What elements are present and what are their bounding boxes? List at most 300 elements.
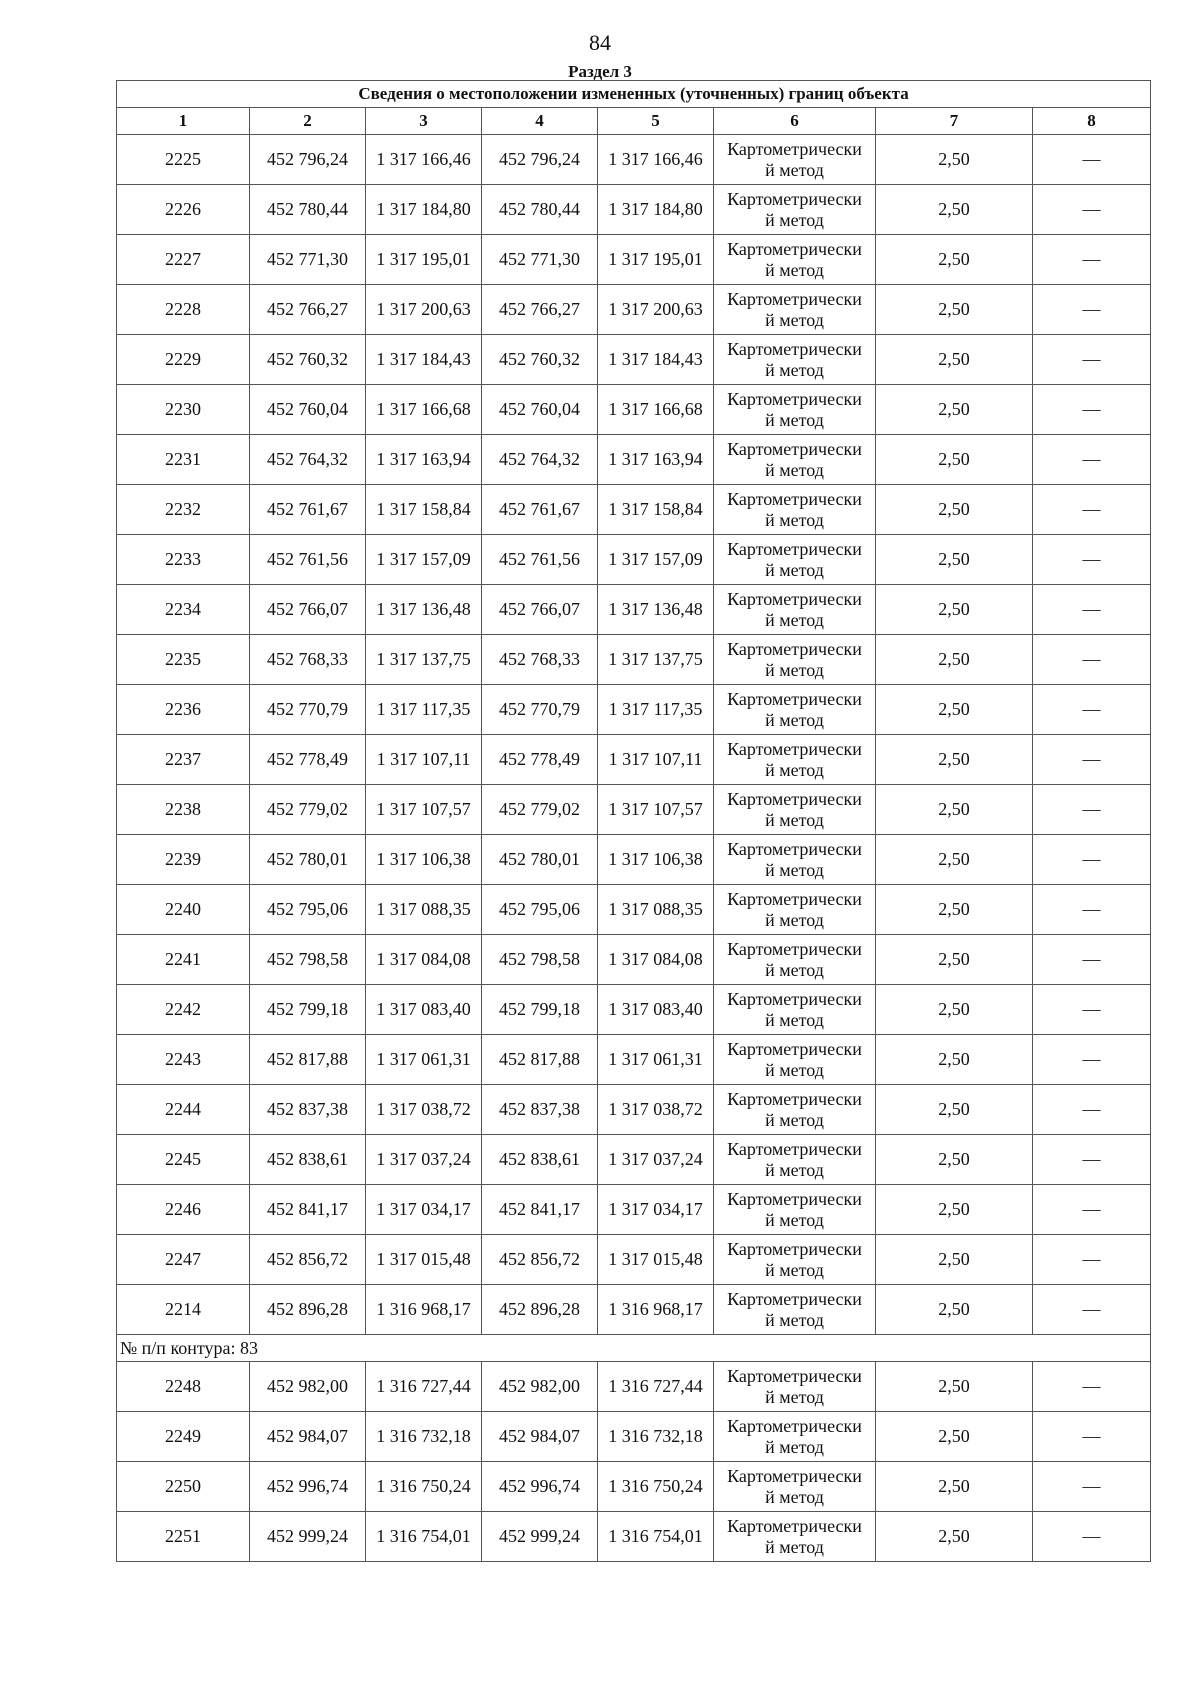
method-cell: [714, 735, 876, 785]
accuracy-cell: 2,50: [876, 585, 1033, 635]
method-cell: [714, 635, 876, 685]
description-cell: —: [1033, 1235, 1151, 1285]
accuracy-cell: 2,50: [876, 385, 1033, 435]
point-number-cell: 2245: [117, 1135, 250, 1185]
x-coordinate-cell: 452 795,06: [250, 885, 366, 935]
x-coordinate-cell: 452 780,01: [250, 835, 366, 885]
x-coordinate-cell: 452 766,07: [482, 585, 598, 635]
accuracy-cell: 2,50: [876, 985, 1033, 1035]
method-text-line: й метод: [765, 259, 824, 280]
table-row: [117, 1235, 1151, 1285]
accuracy-cell: 2,50: [876, 1035, 1033, 1085]
table-row: [117, 985, 1151, 1035]
x-coordinate-cell: 452 766,27: [250, 285, 366, 335]
method-text-line: й метод: [765, 309, 824, 330]
description-cell: —: [1033, 1185, 1151, 1235]
x-coordinate-cell: 452 896,28: [250, 1285, 366, 1335]
x-coordinate-cell: 452 761,67: [250, 485, 366, 535]
x-coordinate-cell: 452 996,74: [250, 1462, 366, 1512]
method-cell: [714, 1285, 876, 1335]
description-cell: —: [1033, 785, 1151, 835]
description-cell: —: [1033, 735, 1151, 785]
point-number-cell: 2234: [117, 585, 250, 635]
method-text-line: Картометрически: [727, 488, 862, 509]
x-coordinate-cell: 452 838,61: [482, 1135, 598, 1185]
method-text-line: й метод: [765, 1009, 824, 1030]
y-coordinate-cell: 1 317 166,68: [366, 385, 482, 435]
x-coordinate-cell: 452 796,24: [250, 135, 366, 185]
y-coordinate-cell: 1 317 088,35: [366, 885, 482, 935]
method-text-line: й метод: [765, 559, 824, 580]
method-text-line: Картометрически: [727, 1188, 862, 1209]
accuracy-cell: 2,50: [876, 235, 1033, 285]
point-number-cell: 2239: [117, 835, 250, 885]
method-text-line: й метод: [765, 709, 824, 730]
accuracy-cell: 2,50: [876, 1412, 1033, 1462]
method-text-line: Картометрически: [727, 1365, 862, 1386]
x-coordinate-cell: 452 761,56: [250, 535, 366, 585]
method-text-line: й метод: [765, 209, 824, 230]
accuracy-cell: 2,50: [876, 685, 1033, 735]
description-cell: —: [1033, 835, 1151, 885]
method-cell: [714, 935, 876, 985]
y-coordinate-cell: 1 317 157,09: [366, 535, 482, 585]
method-text-line: й метод: [765, 1109, 824, 1130]
x-coordinate-cell: 452 761,67: [482, 485, 598, 535]
method-cell: [714, 1035, 876, 1085]
y-coordinate-cell: 1 317 157,09: [598, 535, 714, 585]
method-cell: [714, 235, 876, 285]
table-row: [117, 635, 1151, 685]
accuracy-cell: 2,50: [876, 1362, 1033, 1412]
y-coordinate-cell: 1 317 184,80: [598, 185, 714, 235]
description-cell: —: [1033, 1512, 1151, 1562]
y-coordinate-cell: 1 317 136,48: [366, 585, 482, 635]
method-text-line: й метод: [765, 1309, 824, 1330]
x-coordinate-cell: 452 896,28: [482, 1285, 598, 1335]
method-text-line: й метод: [765, 1386, 824, 1407]
x-coordinate-cell: 452 778,49: [250, 735, 366, 785]
y-coordinate-cell: 1 317 184,43: [598, 335, 714, 385]
x-coordinate-cell: 452 780,44: [250, 185, 366, 235]
method-cell: [714, 685, 876, 735]
accuracy-cell: 2,50: [876, 1085, 1033, 1135]
point-number-cell: 2237: [117, 735, 250, 785]
table-row: [117, 285, 1151, 335]
x-coordinate-cell: 452 779,02: [250, 785, 366, 835]
method-text-line: Картометрически: [727, 838, 862, 859]
x-coordinate-cell: 452 780,44: [482, 185, 598, 235]
point-number-cell: 2225: [117, 135, 250, 185]
y-coordinate-cell: 1 316 750,24: [366, 1462, 482, 1512]
table-row: [117, 1412, 1151, 1462]
point-number-cell: 2227: [117, 235, 250, 285]
point-number-cell: 2235: [117, 635, 250, 685]
point-number-cell: 2231: [117, 435, 250, 485]
x-coordinate-cell: 452 760,04: [482, 385, 598, 435]
accuracy-cell: 2,50: [876, 735, 1033, 785]
method-text-line: Картометрически: [727, 188, 862, 209]
y-coordinate-cell: 1 316 754,01: [598, 1512, 714, 1562]
table-row: [117, 435, 1151, 485]
y-coordinate-cell: 1 317 083,40: [366, 985, 482, 1035]
method-cell: [714, 585, 876, 635]
x-coordinate-cell: 452 817,88: [250, 1035, 366, 1085]
accuracy-cell: 2,50: [876, 1235, 1033, 1285]
x-coordinate-cell: 452 760,32: [250, 335, 366, 385]
method-cell: [714, 1235, 876, 1285]
y-coordinate-cell: 1 316 732,18: [366, 1412, 482, 1462]
y-coordinate-cell: 1 317 088,35: [598, 885, 714, 935]
method-text-line: й метод: [765, 409, 824, 430]
column-number: 6: [714, 108, 876, 135]
x-coordinate-cell: 452 837,38: [250, 1085, 366, 1135]
method-cell: [714, 535, 876, 585]
y-coordinate-cell: 1 316 732,18: [598, 1412, 714, 1462]
x-coordinate-cell: 452 780,01: [482, 835, 598, 885]
table-row: [117, 785, 1151, 835]
method-cell: [714, 835, 876, 885]
method-text-line: й метод: [765, 1159, 824, 1180]
x-coordinate-cell: 452 999,24: [250, 1512, 366, 1562]
accuracy-cell: 2,50: [876, 335, 1033, 385]
method-cell: [714, 1512, 876, 1562]
accuracy-cell: 2,50: [876, 185, 1033, 235]
x-coordinate-cell: 452 982,00: [250, 1362, 366, 1412]
method-text-line: Картометрически: [727, 638, 862, 659]
method-text-line: Картометрически: [727, 288, 862, 309]
method-cell: [714, 985, 876, 1035]
x-coordinate-cell: 452 799,18: [482, 985, 598, 1035]
description-cell: —: [1033, 285, 1151, 335]
method-cell: [714, 285, 876, 335]
x-coordinate-cell: 452 771,30: [482, 235, 598, 285]
method-cell: [714, 385, 876, 435]
description-cell: —: [1033, 185, 1151, 235]
column-number: 7: [876, 108, 1033, 135]
description-cell: —: [1033, 635, 1151, 685]
description-cell: —: [1033, 1285, 1151, 1335]
table-row: [117, 885, 1151, 935]
y-coordinate-cell: 1 317 061,31: [598, 1035, 714, 1085]
x-coordinate-cell: 452 856,72: [250, 1235, 366, 1285]
y-coordinate-cell: 1 317 107,57: [366, 785, 482, 835]
method-text-line: Картометрически: [727, 1515, 862, 1536]
method-text-line: й метод: [765, 609, 824, 630]
accuracy-cell: 2,50: [876, 835, 1033, 885]
y-coordinate-cell: 1 317 166,68: [598, 385, 714, 435]
method-text-line: Картометрически: [727, 538, 862, 559]
method-cell: [714, 885, 876, 935]
description-cell: —: [1033, 1412, 1151, 1462]
y-coordinate-cell: 1 317 158,84: [366, 485, 482, 535]
method-cell: [714, 135, 876, 185]
point-number-cell: 2249: [117, 1412, 250, 1462]
x-coordinate-cell: 452 856,72: [482, 1235, 598, 1285]
point-number-cell: 2232: [117, 485, 250, 535]
method-text-line: й метод: [765, 1209, 824, 1230]
x-coordinate-cell: 452 999,24: [482, 1512, 598, 1562]
column-number: 2: [250, 108, 366, 135]
method-text-line: й метод: [765, 1436, 824, 1457]
method-text-line: Картометрически: [727, 738, 862, 759]
accuracy-cell: 2,50: [876, 935, 1033, 985]
y-coordinate-cell: 1 317 038,72: [598, 1085, 714, 1135]
description-cell: —: [1033, 885, 1151, 935]
description-cell: —: [1033, 985, 1151, 1035]
accuracy-cell: 2,50: [876, 1462, 1033, 1512]
table-row: [117, 835, 1151, 885]
method-text-line: й метод: [765, 1486, 824, 1507]
point-number-cell: 2230: [117, 385, 250, 435]
y-coordinate-cell: 1 317 137,75: [598, 635, 714, 685]
x-coordinate-cell: 452 770,79: [250, 685, 366, 735]
method-cell: [714, 335, 876, 385]
point-number-cell: 2250: [117, 1462, 250, 1512]
accuracy-cell: 2,50: [876, 435, 1033, 485]
point-number-cell: 2228: [117, 285, 250, 335]
description-cell: —: [1033, 935, 1151, 985]
section-title: Раздел 3: [568, 62, 632, 81]
x-coordinate-cell: 452 764,32: [250, 435, 366, 485]
point-number-cell: 2251: [117, 1512, 250, 1562]
x-coordinate-cell: 452 798,58: [250, 935, 366, 985]
method-text-line: й метод: [765, 1259, 824, 1280]
method-text-line: Картометрически: [727, 238, 862, 259]
column-number-row: [117, 108, 1151, 135]
method-text-line: Картометрически: [727, 1465, 862, 1486]
table-row: [117, 535, 1151, 585]
point-number-cell: 2248: [117, 1362, 250, 1412]
accuracy-cell: 2,50: [876, 785, 1033, 835]
point-number-cell: 2242: [117, 985, 250, 1035]
method-text-line: й метод: [765, 509, 824, 530]
point-number-cell: 2244: [117, 1085, 250, 1135]
table-row: [117, 585, 1151, 635]
x-coordinate-cell: 452 766,27: [482, 285, 598, 335]
table-row: [117, 1362, 1151, 1412]
point-number-cell: 2214: [117, 1285, 250, 1335]
description-cell: —: [1033, 385, 1151, 435]
x-coordinate-cell: 452 779,02: [482, 785, 598, 835]
accuracy-cell: 2,50: [876, 635, 1033, 685]
accuracy-cell: 2,50: [876, 1512, 1033, 1562]
y-coordinate-cell: 1 317 158,84: [598, 485, 714, 535]
method-cell: [714, 1185, 876, 1235]
x-coordinate-cell: 452 795,06: [482, 885, 598, 935]
column-number: 3: [366, 108, 482, 135]
description-cell: —: [1033, 235, 1151, 285]
method-text-line: Картометрически: [727, 138, 862, 159]
point-number-cell: 2241: [117, 935, 250, 985]
y-coordinate-cell: 1 317 117,35: [366, 685, 482, 735]
table-row: [117, 385, 1151, 435]
y-coordinate-cell: 1 317 015,48: [598, 1235, 714, 1285]
table-row: [117, 135, 1151, 185]
method-text-line: й метод: [765, 1536, 824, 1557]
description-cell: —: [1033, 685, 1151, 735]
x-coordinate-cell: 452 778,49: [482, 735, 598, 785]
table-row: [117, 685, 1151, 735]
method-text-line: Картометрически: [727, 1415, 862, 1436]
table-row: [117, 1085, 1151, 1135]
method-text-line: й метод: [765, 759, 824, 780]
description-cell: —: [1033, 1462, 1151, 1512]
point-number-cell: 2246: [117, 1185, 250, 1235]
table-row: [117, 1035, 1151, 1085]
description-cell: —: [1033, 585, 1151, 635]
y-coordinate-cell: 1 317 200,63: [598, 285, 714, 335]
table-row: [117, 1462, 1151, 1512]
accuracy-cell: 2,50: [876, 1135, 1033, 1185]
y-coordinate-cell: 1 317 117,35: [598, 685, 714, 735]
method-text-line: й метод: [765, 809, 824, 830]
method-text-line: Картометрически: [727, 1138, 862, 1159]
y-coordinate-cell: 1 317 195,01: [366, 235, 482, 285]
y-coordinate-cell: 1 317 084,08: [598, 935, 714, 985]
method-text-line: Картометрически: [727, 988, 862, 1009]
x-coordinate-cell: 452 817,88: [482, 1035, 598, 1085]
method-text-line: Картометрически: [727, 588, 862, 609]
description-cell: —: [1033, 1135, 1151, 1185]
y-coordinate-cell: 1 317 083,40: [598, 985, 714, 1035]
y-coordinate-cell: 1 317 163,94: [366, 435, 482, 485]
y-coordinate-cell: 1 317 195,01: [598, 235, 714, 285]
x-coordinate-cell: 452 996,74: [482, 1462, 598, 1512]
y-coordinate-cell: 1 316 754,01: [366, 1512, 482, 1562]
description-cell: —: [1033, 1362, 1151, 1412]
description-cell: —: [1033, 1035, 1151, 1085]
method-cell: [714, 1462, 876, 1512]
x-coordinate-cell: 452 796,24: [482, 135, 598, 185]
x-coordinate-cell: 452 798,58: [482, 935, 598, 985]
method-cell: [714, 1412, 876, 1462]
y-coordinate-cell: 1 316 750,24: [598, 1462, 714, 1512]
x-coordinate-cell: 452 799,18: [250, 985, 366, 1035]
x-coordinate-cell: 452 984,07: [250, 1412, 366, 1462]
table-row: [117, 335, 1151, 385]
method-text-line: й метод: [765, 909, 824, 930]
y-coordinate-cell: 1 317 200,63: [366, 285, 482, 335]
method-text-line: й метод: [765, 959, 824, 980]
column-number: 5: [598, 108, 714, 135]
y-coordinate-cell: 1 317 166,46: [598, 135, 714, 185]
method-text-line: Картометрически: [727, 438, 862, 459]
y-coordinate-cell: 1 317 107,11: [598, 735, 714, 785]
accuracy-cell: 2,50: [876, 485, 1033, 535]
point-number-cell: 2240: [117, 885, 250, 935]
description-cell: —: [1033, 485, 1151, 535]
method-text-line: Картометрически: [727, 1038, 862, 1059]
y-coordinate-cell: 1 317 166,46: [366, 135, 482, 185]
table-row: [117, 235, 1151, 285]
point-number-cell: 2229: [117, 335, 250, 385]
method-cell: [714, 435, 876, 485]
table-row: [117, 735, 1151, 785]
method-text-line: й метод: [765, 859, 824, 880]
point-number-cell: 2226: [117, 185, 250, 235]
point-number-cell: 2238: [117, 785, 250, 835]
method-text-line: й метод: [765, 359, 824, 380]
y-coordinate-cell: 1 317 037,24: [598, 1135, 714, 1185]
y-coordinate-cell: 1 317 184,80: [366, 185, 482, 235]
method-text-line: Картометрически: [727, 888, 862, 909]
description-cell: —: [1033, 335, 1151, 385]
description-cell: —: [1033, 1085, 1151, 1135]
method-cell: [714, 1362, 876, 1412]
contour-label: № п/п контура: 83: [117, 1335, 1151, 1362]
x-coordinate-cell: 452 761,56: [482, 535, 598, 585]
description-cell: —: [1033, 435, 1151, 485]
method-text-line: Картометрически: [727, 1088, 862, 1109]
method-text-line: Картометрически: [727, 338, 862, 359]
method-cell: [714, 785, 876, 835]
x-coordinate-cell: 452 841,17: [250, 1185, 366, 1235]
table-row: [117, 935, 1151, 985]
description-cell: —: [1033, 135, 1151, 185]
table-row: [117, 1285, 1151, 1335]
x-coordinate-cell: 452 837,38: [482, 1085, 598, 1135]
y-coordinate-cell: 1 317 106,38: [366, 835, 482, 885]
y-coordinate-cell: 1 316 727,44: [366, 1362, 482, 1412]
y-coordinate-cell: 1 317 137,75: [366, 635, 482, 685]
coordinates-table: [116, 80, 1151, 1562]
contour-row: [117, 1335, 1151, 1362]
accuracy-cell: 2,50: [876, 535, 1033, 585]
table-row: [117, 1512, 1151, 1562]
method-text-line: Картометрически: [727, 1288, 862, 1309]
y-coordinate-cell: 1 316 968,17: [366, 1285, 482, 1335]
y-coordinate-cell: 1 316 727,44: [598, 1362, 714, 1412]
y-coordinate-cell: 1 317 034,17: [598, 1185, 714, 1235]
table-caption: Сведения о местоположении измененных (уточненных) границ объекта: [117, 81, 1151, 108]
x-coordinate-cell: 452 984,07: [482, 1412, 598, 1462]
x-coordinate-cell: 452 841,17: [482, 1185, 598, 1235]
method-text-line: Картометрически: [727, 688, 862, 709]
x-coordinate-cell: 452 760,32: [482, 335, 598, 385]
method-cell: [714, 1135, 876, 1185]
method-text-line: Картометрически: [727, 938, 862, 959]
table-row: [117, 185, 1151, 235]
table-row: [117, 1135, 1151, 1185]
table-body: [117, 135, 1151, 1562]
method-text-line: й метод: [765, 159, 824, 180]
y-coordinate-cell: 1 317 034,17: [366, 1185, 482, 1235]
x-coordinate-cell: 452 768,33: [482, 635, 598, 685]
y-coordinate-cell: 1 317 184,43: [366, 335, 482, 385]
method-text-line: Картометрически: [727, 388, 862, 409]
x-coordinate-cell: 452 771,30: [250, 235, 366, 285]
y-coordinate-cell: 1 317 061,31: [366, 1035, 482, 1085]
y-coordinate-cell: 1 317 107,11: [366, 735, 482, 785]
method-text-line: й метод: [765, 1059, 824, 1080]
accuracy-cell: 2,50: [876, 1185, 1033, 1235]
method-cell: [714, 1085, 876, 1135]
column-number: 1: [117, 108, 250, 135]
page-number: 84: [589, 30, 611, 55]
y-coordinate-cell: 1 317 163,94: [598, 435, 714, 485]
method-text-line: й метод: [765, 659, 824, 680]
y-coordinate-cell: 1 317 015,48: [366, 1235, 482, 1285]
table-row: [117, 485, 1151, 535]
y-coordinate-cell: 1 317 037,24: [366, 1135, 482, 1185]
point-number-cell: 2243: [117, 1035, 250, 1085]
accuracy-cell: 2,50: [876, 285, 1033, 335]
x-coordinate-cell: 452 838,61: [250, 1135, 366, 1185]
y-coordinate-cell: 1 317 107,57: [598, 785, 714, 835]
x-coordinate-cell: 452 764,32: [482, 435, 598, 485]
method-text-line: Картометрически: [727, 788, 862, 809]
